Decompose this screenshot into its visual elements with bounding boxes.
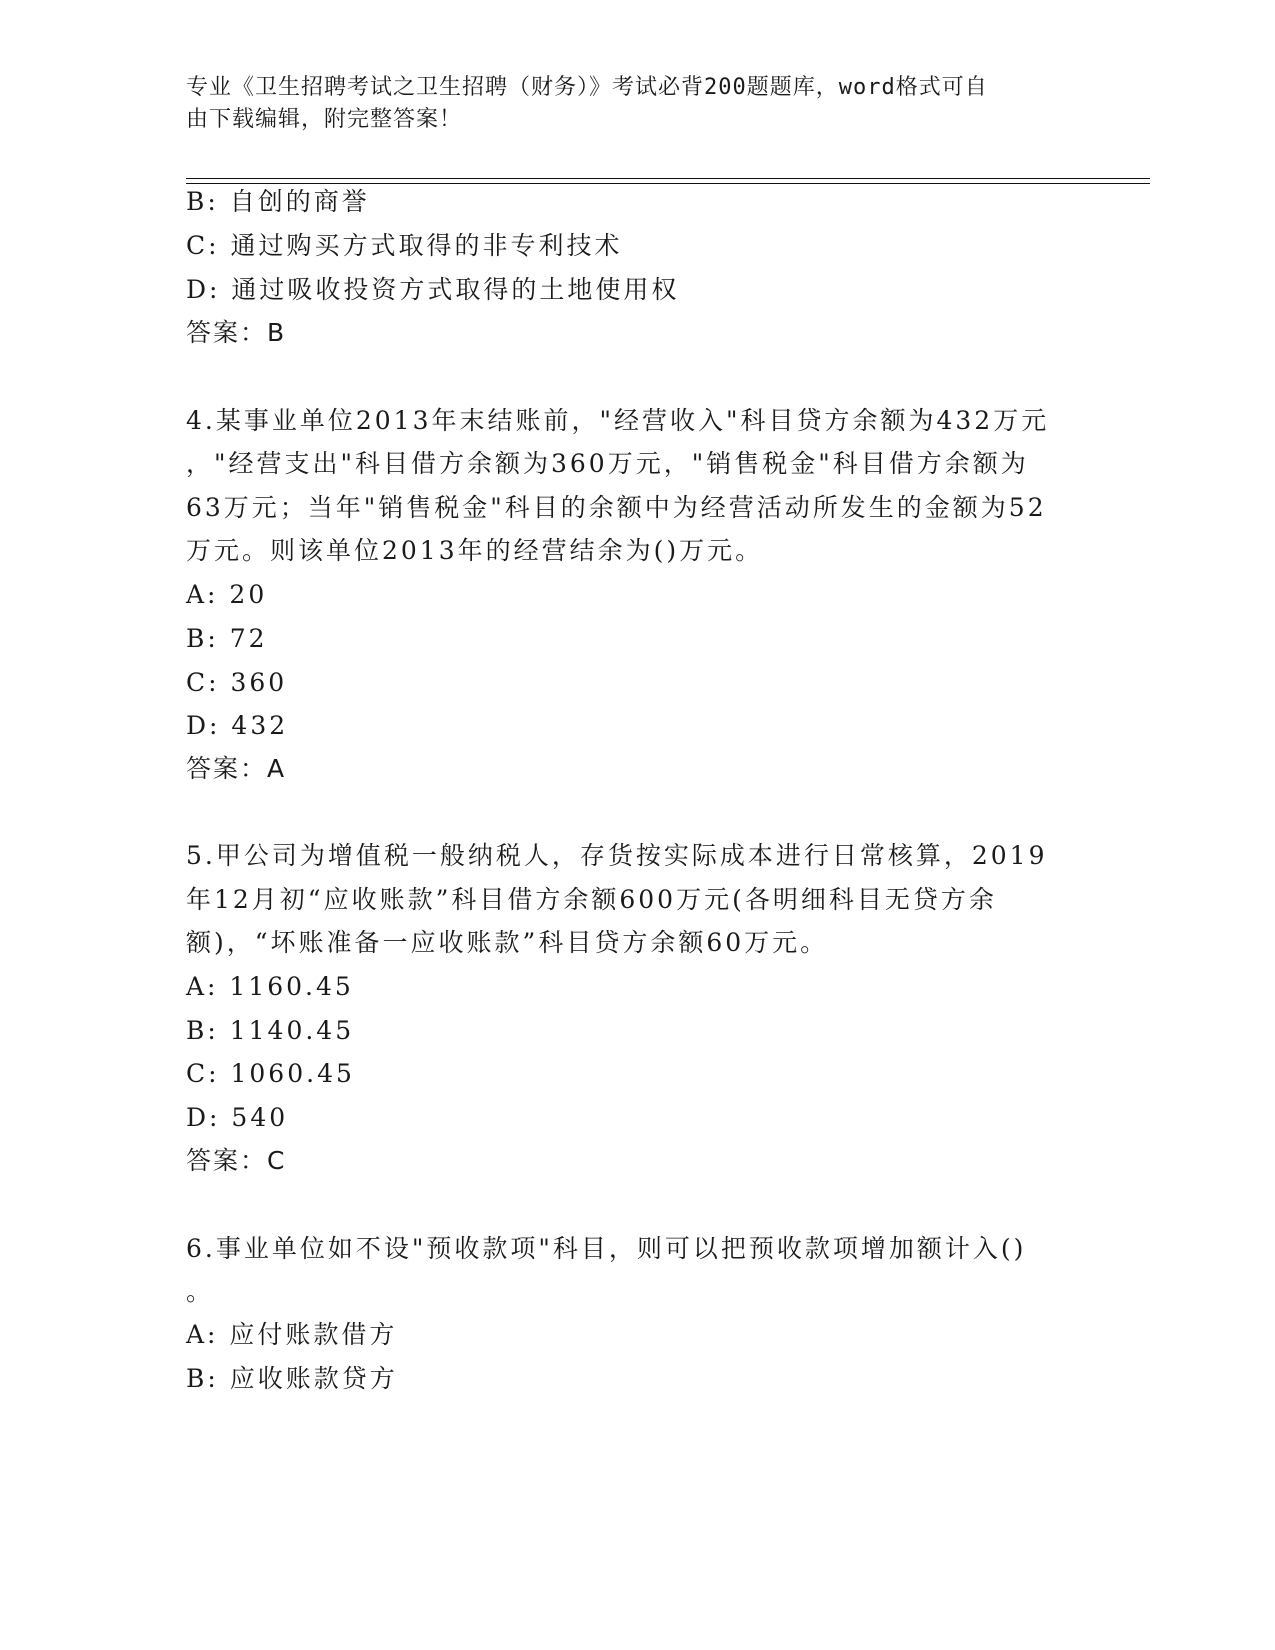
q4-option-d: D: 432 xyxy=(186,711,289,740)
q5-option-a: A: 1160.45 xyxy=(186,972,354,1001)
header-title-line-2: 由下载编辑，附完整答案！ xyxy=(186,107,463,132)
q5-stem-line-2: 年12月初“应收账款”科目借方余额600万元(各明细科目无贷方余 xyxy=(186,885,997,914)
q6-option-a: A: 应付账款借方 xyxy=(186,1320,398,1349)
q3-answer: 答案：B xyxy=(186,318,287,347)
q3-option-b: B: 自创的商誉 xyxy=(186,187,370,216)
q5-option-c: C: 1060.45 xyxy=(186,1059,355,1088)
q4-stem-line-3: 63万元；当年"销售税金"科目的余额中为经营活动所发生的金额为52 xyxy=(186,493,1047,522)
q4-answer: 答案：A xyxy=(186,754,287,783)
q6-stem-line-2: 。 xyxy=(186,1277,215,1306)
q5-option-d: D: 540 xyxy=(186,1103,289,1132)
q4-stem-line-1: 4.某事业单位2013年末结账前，"经营收入"科目贷方余额为432万元 xyxy=(186,406,1050,435)
header-title-line-1: 专业《卫生招聘考试之卫生招聘（财务）》考试必背200题题库，word格式可自 xyxy=(186,75,988,100)
q4-option-a: A: 20 xyxy=(186,580,268,609)
q3-option-d: D: 通过吸收投资方式取得的土地使用权 xyxy=(186,275,680,304)
q4-stem-line-4: 万元。则该单位2013年的经营结余为()万元。 xyxy=(186,536,764,565)
q4-option-c: C: 360 xyxy=(186,668,288,697)
q5-answer: 答案：C xyxy=(186,1146,287,1175)
q5-stem-line-3: 额)，“坏账准备一应收账款”科目贷方余额60万元。 xyxy=(186,928,829,957)
q4-stem-line-2: ，"经营支出"科目借方余额为360万元，"销售税金"科目借方余额为 xyxy=(186,449,1029,478)
q5-option-b: B: 1140.45 xyxy=(186,1016,355,1045)
q3-option-c: C: 通过购买方式取得的非专利技术 xyxy=(186,231,623,260)
header-divider-bottom xyxy=(186,183,1150,184)
q4-option-b: B: 72 xyxy=(186,624,268,653)
header-divider-top xyxy=(186,178,1150,179)
q6-option-b: B: 应收账款贷方 xyxy=(186,1364,398,1393)
q5-stem-line-1: 5.甲公司为增值税一般纳税人，存货按实际成本进行日常核算，2019 xyxy=(186,841,1048,870)
q6-stem-line-1: 6.事业单位如不设"预收款项"科目，则可以把预收款项增加额计入() xyxy=(186,1234,1027,1263)
document-header xyxy=(186,72,1066,136)
